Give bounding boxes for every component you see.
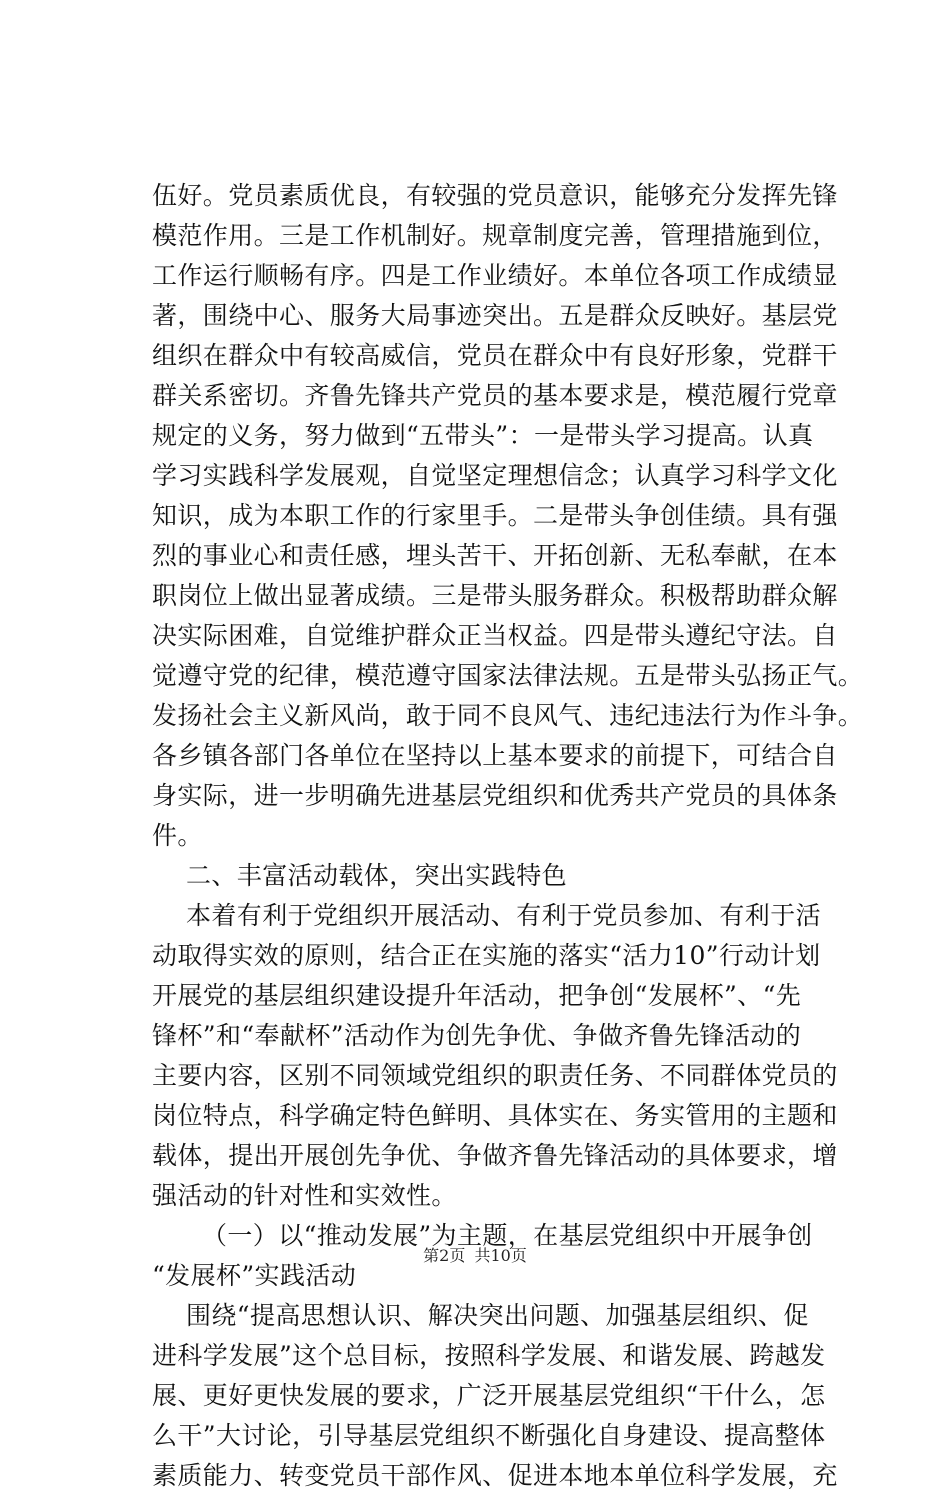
text-line: 觉遵守党的纪律，模范遵守国家法律法规。五是带头弘扬正气。 bbox=[152, 661, 864, 690]
text-line: 岗位特点，科学确定特色鲜明、具体实在、务实管用的主题和 bbox=[152, 1101, 838, 1130]
page-total: 共10页 bbox=[474, 1246, 527, 1265]
text-line: 各乡镇各部门各单位在坚持以上基本要求的前提下，可结合自 bbox=[152, 741, 838, 770]
text-line: 著，围绕中心、服务大局事迹突出。五是群众反映好。基层党 bbox=[152, 301, 838, 330]
text-line: 开展党的基层组织建设提升年活动，把争创“发展杯”、“先 bbox=[152, 981, 802, 1010]
subsection-heading-cont: “发展杯”实践活动 bbox=[152, 1261, 357, 1290]
text-line: 载体，提出开展创先争优、争做齐鲁先锋活动的具体要求，增 bbox=[152, 1141, 838, 1170]
body-text bbox=[152, 176, 864, 1496]
text-line: 进科学发展”这个总目标，按照科学发展、和谐发展、跨越发 bbox=[152, 1341, 826, 1370]
text-line: 组织在群众中有较高威信，党员在群众中有良好形象，党群干 bbox=[152, 341, 838, 370]
text-line: 群关系密切。齐鲁先锋共产党员的基本要求是，模范履行党章 bbox=[152, 381, 838, 410]
text-line: 件。 bbox=[152, 821, 203, 850]
text-line: 么干”大讨论，引导基层党组织不断强化自身建设、提高整体 bbox=[152, 1421, 826, 1450]
paragraph-start: 围绕“提高思想认识、解决突出问题、加强基层组织、促 bbox=[186, 1301, 809, 1330]
text-line: 知识，成为本职工作的行家里手。二是带头争创佳绩。具有强 bbox=[152, 501, 838, 530]
paragraph-start: 本着有利于党组织开展活动、有利于党员参加、有利于活 bbox=[186, 901, 822, 930]
text-line: 学习实践科学发展观，自觉坚定理想信念；认真学习科学文化 bbox=[152, 461, 838, 490]
text-line: 决实际困难，自觉维护群众正当权益。四是带头遵纪守法。自 bbox=[152, 621, 838, 650]
page-footer bbox=[0, 1245, 950, 1267]
text-line: 烈的事业心和责任感，埋头苦干、开拓创新、无私奉献，在本 bbox=[152, 541, 838, 570]
subsection-heading: （一）以“推动发展”为主题，在基层党组织中开展争创 bbox=[202, 1221, 813, 1250]
text-line: 强活动的针对性和实效性。 bbox=[152, 1181, 457, 1210]
text-line: 身实际，进一步明确先进基层党组织和优秀共产党员的具体条 bbox=[152, 781, 838, 810]
text-line: 展、更好更快发展的要求，广泛开展基层党组织“干什么，怎 bbox=[152, 1381, 826, 1410]
text-line: 伍好。党员素质优良，有较强的党员意识，能够充分发挥先锋 bbox=[152, 181, 838, 210]
text-line: 模范作用。三是工作机制好。规章制度完善，管理措施到位， bbox=[152, 221, 838, 250]
text-line: 工作运行顺畅有序。四是工作业绩好。本单位各项工作成绩显 bbox=[152, 261, 838, 290]
text-line: 素质能力、转变党员干部作风、促进本地本单位科学发展，充 bbox=[152, 1461, 838, 1490]
text-line: 职岗位上做出显著成绩。三是带头服务群众。积极帮助群众解 bbox=[152, 581, 838, 610]
page-number: 第2页 bbox=[423, 1246, 466, 1265]
text-line: 规定的义务，努力做到“五带头”：一是带头学习提高。认真 bbox=[152, 421, 814, 450]
text-line: 锋杯”和“奉献杯”活动作为创先争优、争做齐鲁先锋活动的 bbox=[152, 1021, 802, 1050]
text-line: 动取得实效的原则，结合正在实施的落实“活力10”行动计划 bbox=[152, 941, 821, 970]
text-line: 发扬社会主义新风尚，敢于同不良风气、违纪违法行为作斗争。 bbox=[152, 701, 864, 730]
section-heading: 二、丰富活动载体，突出实践特色 bbox=[186, 861, 568, 890]
text-line: 主要内容，区别不同领域党组织的职责任务、不同群体党员的 bbox=[152, 1061, 838, 1090]
